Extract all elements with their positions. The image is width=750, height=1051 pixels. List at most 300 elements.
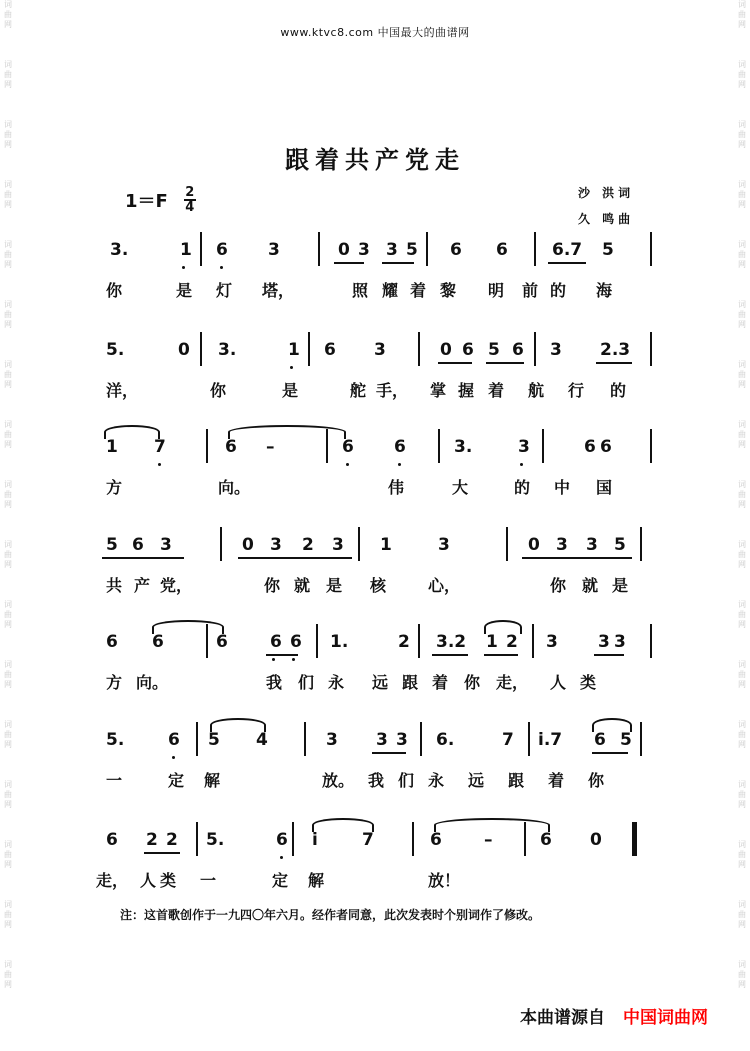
lyric-syllable: 跟: [508, 771, 525, 790]
note: 6: [394, 437, 406, 457]
lyric-syllable: 握: [458, 381, 475, 400]
beam-underline: [594, 654, 624, 656]
lyric-syllable: 掌: [430, 381, 447, 400]
note: 3: [358, 240, 370, 260]
lyric-syllable: 手，: [376, 381, 409, 400]
lyric-syllable: 灯: [216, 281, 233, 300]
lyric-syllable: 人: [140, 871, 157, 890]
lyric-syllable: 一: [106, 771, 123, 790]
lyric-syllable: 定: [272, 871, 289, 890]
bar-line: [640, 722, 642, 756]
note: 3.: [110, 240, 129, 260]
note: 5: [620, 730, 632, 750]
watermark-glyph: 词: [738, 0, 746, 9]
bar-line: [506, 527, 508, 561]
beam-underline: [522, 557, 632, 559]
beam-underline: [484, 654, 518, 656]
watermark-glyph: 网: [4, 920, 12, 929]
tie-slur: [592, 718, 632, 732]
bar-line: [206, 429, 208, 463]
song-title: 跟着共产党走: [285, 145, 465, 174]
note: 6: [270, 632, 282, 652]
note: 5: [614, 535, 626, 555]
watermark-glyph: 词: [4, 420, 12, 429]
watermark-glyph: 曲: [738, 250, 746, 259]
note: 6: [594, 730, 606, 750]
watermark-glyph: 网: [4, 80, 12, 89]
bar-line: [308, 332, 310, 366]
watermark-glyph: 网: [738, 680, 746, 689]
tie-slur: [152, 620, 224, 634]
note: 6: [276, 830, 288, 850]
lyric-syllable: 是: [282, 381, 299, 400]
watermark-glyph: 网: [738, 320, 746, 329]
octave-dot: [290, 366, 293, 369]
credits: [578, 180, 634, 232]
note: 6.7: [552, 240, 583, 260]
watermark-glyph: 网: [738, 140, 746, 149]
bar-line: [534, 332, 536, 366]
lyric-syllable: 放。: [322, 771, 355, 790]
octave-dot: [398, 463, 401, 466]
note: 0: [590, 830, 602, 850]
note: 5: [488, 340, 500, 360]
watermark-glyph: 曲: [738, 70, 746, 79]
watermark-glyph: 曲: [4, 850, 12, 859]
watermark-glyph: 词: [4, 600, 12, 609]
lyric-syllable: 大: [452, 478, 469, 497]
note: 6: [584, 437, 596, 457]
lyric-syllable: 是: [326, 576, 343, 595]
watermark-glyph: 网: [4, 800, 12, 809]
lyric-syllable: 航: [528, 381, 545, 400]
note: 2: [146, 830, 158, 850]
lyric-syllable: 你: [106, 281, 123, 300]
watermark-glyph: 网: [4, 680, 12, 689]
note: 6: [600, 437, 612, 457]
watermark-glyph: 词: [4, 120, 12, 129]
watermark-glyph: 词: [738, 240, 746, 249]
watermark-glyph: 网: [4, 200, 12, 209]
note: 6: [216, 240, 228, 260]
watermark-glyph: 网: [4, 620, 12, 629]
bar-line: [650, 429, 652, 463]
watermark-glyph: 网: [4, 980, 12, 989]
watermark-glyph: 网: [4, 20, 12, 29]
lyric-syllable: 走，: [496, 673, 529, 692]
lyric-syllable: 塔，: [262, 281, 295, 300]
watermark-glyph: 网: [738, 920, 746, 929]
watermark-glyph: 词: [4, 660, 12, 669]
watermark-glyph: 网: [4, 260, 12, 269]
beam-underline: [548, 262, 586, 264]
watermark-glyph: 词: [4, 720, 12, 729]
lyric-syllable: 是: [612, 576, 629, 595]
lyric-syllable: 行: [568, 381, 585, 400]
lyric-syllable: 远: [372, 673, 389, 692]
note: 5: [406, 240, 418, 260]
watermark-glyph: 词: [4, 900, 12, 909]
lyric-syllable: 的: [550, 281, 567, 300]
bar-line: [200, 232, 202, 266]
note: 1: [380, 535, 392, 555]
watermark-glyph: 网: [738, 80, 746, 89]
bar-line: [532, 624, 534, 658]
note: 6: [132, 535, 144, 555]
watermark-glyph: 词: [4, 0, 12, 9]
watermark-glyph: 词: [4, 480, 12, 489]
note: i.7: [538, 730, 563, 750]
bar-line: [412, 822, 414, 856]
watermark-glyph: 词: [738, 600, 746, 609]
watermark-glyph: 曲: [738, 490, 746, 499]
note: 3: [386, 240, 398, 260]
bar-line: [534, 232, 536, 266]
watermark-glyph: 词: [738, 540, 746, 549]
lyric-syllable: 人: [550, 673, 567, 692]
beam-underline: [596, 362, 632, 364]
lyric-syllable: 解: [308, 871, 325, 890]
watermark-glyph: 网: [738, 20, 746, 29]
watermark-glyph: 网: [4, 140, 12, 149]
lyric-syllable: 的: [514, 478, 531, 497]
watermark-glyph: 曲: [4, 10, 12, 19]
lyric-syllable: 们: [398, 771, 415, 790]
note: 6: [496, 240, 508, 260]
bar-line: [200, 332, 202, 366]
note: 3: [556, 535, 568, 555]
bar-line: [196, 822, 198, 856]
lyric-syllable: 类: [580, 673, 597, 692]
note: 3: [270, 535, 282, 555]
lyric-syllable: 向。: [218, 478, 251, 497]
lyric-syllable: 我: [368, 771, 385, 790]
note: 2: [302, 535, 314, 555]
note: 0: [440, 340, 452, 360]
tie-slur: [484, 620, 522, 634]
lyric-syllable: 方: [106, 673, 123, 692]
lyric-syllable: 产: [134, 576, 151, 595]
watermark-glyph: 曲: [738, 10, 746, 19]
watermark-glyph: 曲: [738, 550, 746, 559]
watermark-glyph: 曲: [4, 250, 12, 259]
note: 6: [450, 240, 462, 260]
watermark-glyph: 网: [4, 500, 12, 509]
note: 5.: [106, 730, 125, 750]
note: 3: [550, 340, 562, 360]
watermark-glyph: 曲: [738, 610, 746, 619]
octave-dot: [272, 658, 275, 661]
note: 3: [438, 535, 450, 555]
watermark-glyph: 词: [4, 540, 12, 549]
beam-underline: [382, 262, 414, 264]
watermark-glyph: 词: [4, 60, 12, 69]
watermark-glyph: 曲: [4, 70, 12, 79]
watermark-glyph: 曲: [4, 430, 12, 439]
note: 4: [256, 730, 268, 750]
note: 6: [106, 830, 118, 850]
note: 5: [208, 730, 220, 750]
note: 5.: [206, 830, 225, 850]
lyric-syllable: 耀: [382, 281, 399, 300]
key-label: 1＝F: [125, 191, 168, 212]
watermark-glyph: 词: [738, 900, 746, 909]
composer: 久 鸣曲: [578, 212, 635, 226]
lyric-syllable: 你: [550, 576, 567, 595]
watermark-glyph: 网: [4, 740, 12, 749]
lyric-syllable: 明: [488, 281, 505, 300]
note: 3: [598, 632, 610, 652]
watermark-glyph: 网: [738, 200, 746, 209]
lyric-syllable: 就: [294, 576, 311, 595]
tie-slur: [228, 425, 346, 439]
beam-underline: [238, 557, 352, 559]
beam-underline: [334, 262, 364, 264]
note: –: [484, 830, 493, 850]
watermark-glyph: 词: [4, 840, 12, 849]
note: 0: [178, 340, 190, 360]
lyric-syllable: 是: [176, 281, 193, 300]
watermark-glyph: 曲: [4, 730, 12, 739]
bar-line: [418, 624, 420, 658]
watermark-glyph: 网: [738, 380, 746, 389]
watermark-glyph: 词: [4, 300, 12, 309]
note: 3: [376, 730, 388, 750]
watermark-glyph: 词: [4, 780, 12, 789]
note: i: [312, 830, 318, 850]
watermark-glyph: 曲: [4, 310, 12, 319]
beam-underline: [486, 362, 524, 364]
watermark-glyph: 词: [738, 720, 746, 729]
watermark-glyph: 词: [4, 240, 12, 249]
watermark-glyph: 网: [4, 380, 12, 389]
note: 6: [462, 340, 474, 360]
lyric-syllable: 我: [266, 673, 283, 692]
bar-line: [304, 722, 306, 756]
watermark-glyph: 曲: [738, 370, 746, 379]
note: –: [266, 437, 275, 457]
bar-line: [542, 429, 544, 463]
watermark-glyph: 网: [738, 260, 746, 269]
note: 3: [268, 240, 280, 260]
note: 3: [546, 632, 558, 652]
watermark-glyph: 曲: [4, 610, 12, 619]
note: 6: [512, 340, 524, 360]
source-credit: [520, 1003, 708, 1028]
site-header: www.ktvc8.com 中国最大的曲谱网: [280, 26, 470, 39]
note: 3.: [454, 437, 473, 457]
watermark-glyph: 网: [4, 440, 12, 449]
bar-line: [420, 722, 422, 756]
lyric-syllable: 你: [264, 576, 281, 595]
watermark-glyph: 曲: [4, 970, 12, 979]
bar-line: [426, 232, 428, 266]
watermark-glyph: 词: [4, 180, 12, 189]
bar-line: [292, 822, 294, 856]
note: 1: [486, 632, 498, 652]
note: 5: [106, 535, 118, 555]
tie-slur: [210, 718, 266, 732]
lyric-syllable: 你: [588, 771, 605, 790]
watermark-glyph: 网: [738, 740, 746, 749]
note: 6: [225, 437, 237, 457]
watermark-glyph: 词: [738, 960, 746, 969]
lyric-syllable: 永: [328, 673, 345, 692]
note: 3: [374, 340, 386, 360]
beam-underline: [438, 362, 472, 364]
lyric-syllable: 前: [522, 281, 539, 300]
bar-line: [438, 429, 440, 463]
lyric-syllable: 伟: [388, 478, 405, 497]
watermark-glyph: 网: [738, 980, 746, 989]
tie-slur: [434, 818, 550, 832]
lyric-syllable: 着: [432, 673, 449, 692]
lyric-syllable: 着: [410, 281, 427, 300]
watermark-glyph: 网: [738, 800, 746, 809]
note: 0: [528, 535, 540, 555]
lyric-syllable: 着: [548, 771, 565, 790]
lyric-syllable: 国: [596, 478, 613, 497]
watermark-glyph: 网: [738, 560, 746, 569]
note: 2.3: [600, 340, 631, 360]
note: 0: [338, 240, 350, 260]
watermark-glyph: 网: [738, 860, 746, 869]
watermark-glyph: 曲: [4, 550, 12, 559]
note: 7: [362, 830, 374, 850]
watermark-glyph: 词: [738, 840, 746, 849]
octave-dot: [292, 658, 295, 661]
beam-underline: [592, 752, 628, 754]
note: 3: [396, 730, 408, 750]
footnote: 注：这首歌创作于一九四〇年六月。经作者同意，此次发表时个别词作了修改。: [120, 908, 541, 922]
note: 3: [326, 730, 338, 750]
watermark-glyph: 曲: [4, 130, 12, 139]
watermark-glyph: 曲: [738, 910, 746, 919]
watermark-glyph: 词: [738, 180, 746, 189]
watermark-glyph: 词: [738, 480, 746, 489]
lyric-syllable: 舵: [350, 381, 367, 400]
beam-underline: [372, 752, 406, 754]
note: 7: [154, 437, 166, 457]
bar-line: [650, 232, 652, 266]
watermark-glyph: 词: [738, 300, 746, 309]
watermark-glyph: 网: [738, 500, 746, 509]
lyric-syllable: 中: [554, 478, 571, 497]
watermark-glyph: 曲: [4, 670, 12, 679]
note: 0: [242, 535, 254, 555]
watermark-glyph: 曲: [4, 910, 12, 919]
octave-dot: [172, 756, 175, 759]
watermark-glyph: 曲: [738, 790, 746, 799]
note: 1: [106, 437, 118, 457]
watermark-glyph: 网: [4, 860, 12, 869]
lyric-syllable: 就: [582, 576, 599, 595]
source-brand: 中国词曲网: [623, 1008, 708, 1028]
note: 3: [160, 535, 172, 555]
watermark-glyph: 网: [738, 440, 746, 449]
beam-underline: [432, 654, 468, 656]
note: 6: [540, 830, 552, 850]
note: 6: [342, 437, 354, 457]
lyric-syllable: 照: [352, 281, 369, 300]
lyric-syllable: 核: [370, 576, 387, 595]
watermark-glyph: 词: [738, 360, 746, 369]
note: 7: [502, 730, 514, 750]
watermark-glyph: 曲: [738, 670, 746, 679]
note: 1.: [330, 632, 349, 652]
bar-line: [418, 332, 420, 366]
lyric-syllable: 党，: [160, 576, 193, 595]
octave-dot: [220, 266, 223, 269]
lyric-syllable: 远: [468, 771, 485, 790]
lyric-syllable: 一: [200, 871, 217, 890]
note: 6: [430, 830, 442, 850]
watermark-glyph: 网: [738, 620, 746, 629]
lyric-syllable: 解: [204, 771, 221, 790]
lyric-syllable: 放！: [428, 871, 461, 890]
lyric-syllable: 着: [488, 381, 505, 400]
lyric-syllable: 的: [610, 381, 627, 400]
source-label: 本曲谱源自: [520, 1008, 605, 1028]
watermark-glyph: 曲: [738, 430, 746, 439]
lyric-syllable: 你: [464, 673, 481, 692]
lyric-syllable: 类: [160, 871, 177, 890]
bar-line: [632, 822, 637, 856]
lyric-syllable: 们: [298, 673, 315, 692]
bar-line: [650, 332, 652, 366]
lyric-syllable: 定: [168, 771, 185, 790]
note: 6: [152, 632, 164, 652]
watermark-glyph: 词: [4, 360, 12, 369]
watermark-glyph: 曲: [738, 190, 746, 199]
time-signature: [184, 186, 196, 214]
note: 3: [586, 535, 598, 555]
note: 1: [180, 240, 192, 260]
lyric-syllable: 方: [106, 478, 123, 497]
bar-line: [528, 722, 530, 756]
note: 6: [106, 632, 118, 652]
lyric-syllable: 你: [210, 381, 227, 400]
note: 3: [332, 535, 344, 555]
watermark-glyph: 曲: [4, 370, 12, 379]
note: 2: [166, 830, 178, 850]
watermark-glyph: 网: [4, 320, 12, 329]
beam-underline: [144, 852, 180, 854]
note: 6.: [436, 730, 455, 750]
lyricist: 沙 洪词: [578, 186, 635, 200]
octave-dot: [280, 856, 283, 859]
bar-line: [196, 722, 198, 756]
bar-line: [220, 527, 222, 561]
octave-dot: [346, 463, 349, 466]
note: 3.2: [436, 632, 467, 652]
lyric-syllable: 走，: [96, 871, 129, 890]
note: 3: [518, 437, 530, 457]
time-top: 2: [185, 185, 195, 200]
note: 6: [216, 632, 228, 652]
lyric-syllable: 共: [106, 576, 123, 595]
bar-line: [650, 624, 652, 658]
watermark-glyph: 曲: [738, 130, 746, 139]
note: 1: [288, 340, 300, 360]
note: 5: [602, 240, 614, 260]
bar-line: [358, 527, 360, 561]
note: 6: [324, 340, 336, 360]
watermark-glyph: 曲: [738, 730, 746, 739]
lyric-syllable: 海: [596, 281, 613, 300]
lyric-syllable: 洋，: [106, 381, 139, 400]
watermark-glyph: 词: [738, 60, 746, 69]
